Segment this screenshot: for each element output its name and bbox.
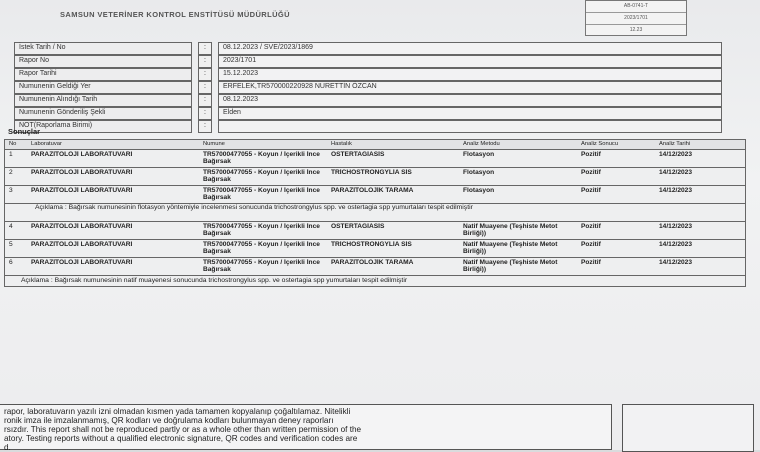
info-label: Numunenin Gönderiliş Şekli	[14, 107, 192, 120]
info-value: ERFELEK,TR570000220928 NURETTİN ÖZCAN	[218, 81, 722, 94]
info-row	[14, 68, 722, 80]
row-hastalik: PARAZİTOLOJİK TARAMA	[331, 259, 414, 266]
table-row	[4, 167, 746, 185]
row-lab: PARAZİTOLOJİ LABORATUVARI	[31, 169, 133, 176]
row-lab: PARAZİTOLOJİ LABORATUVARI	[31, 259, 133, 266]
doc-number: 2023/1701	[586, 13, 686, 25]
signature-box	[622, 404, 754, 452]
info-value	[218, 120, 722, 133]
row-no: 4	[9, 223, 13, 230]
row-numune: TR57000477055 - Koyun / İçerikli İnce Bağırsak	[203, 187, 320, 201]
info-value: 15.12.2023	[218, 68, 722, 81]
doc-code: AB-0741-T	[586, 1, 686, 13]
info-colon: :	[198, 120, 212, 133]
row-metot: Flotasyon	[463, 151, 495, 158]
header-cell: Numune	[203, 141, 225, 147]
info-row	[14, 94, 722, 106]
row-tarih: 14/12/2023	[659, 259, 693, 266]
explanation-note: Açıklama : Bağırsak numunesinin flotasyon yöntemiyle incelenmesi sonucunda trichostrongylus spp. ve ostertagia spp yumurtaları tespit edilmiştir	[4, 203, 746, 221]
explanation-note: Açıklama : Bağırsak numunesinin natif muayenesi sonucunda trichostrongylus spp. ve ostertagia spp yumurtaları tespit edilmiştir	[4, 275, 746, 287]
info-label: Rapor No	[14, 55, 192, 68]
row-sonuc: Pozitif	[581, 151, 601, 158]
row-tarih: 14/12/2023	[659, 151, 693, 158]
row-metot: Natif Muayene (Teşhiste Metot Birliği))	[463, 259, 558, 273]
info-row	[14, 120, 722, 132]
row-metot: Flotasyon	[463, 169, 495, 176]
info-label: NOT(Raporlama Birimi)	[14, 120, 192, 133]
disclaimer-line: rapor, laboratuvarın yazılı izni olmadan kısmen yada tamamen kopyalanıp çoğaltılamaz. Nitelikli	[4, 407, 351, 416]
row-no: 2	[9, 169, 13, 176]
row-tarih: 14/12/2023	[659, 187, 693, 194]
row-lab: PARAZİTOLOJİ LABORATUVARI	[31, 223, 133, 230]
row-hastalik: OSTERTAGİASİS	[331, 223, 385, 230]
disclaimer-line: d.	[4, 443, 11, 452]
row-hastalik: TRİCHOSTRONGYLİA SİS	[331, 169, 412, 176]
disclaimer-line: rsızdır. This report shall not be reproduced partly or as a whole other than written permission of the	[4, 425, 362, 434]
info-row	[14, 42, 722, 54]
info-label: Numunenin Geldiği Yer	[14, 81, 192, 94]
header-cell: Laboratuvar	[31, 141, 62, 147]
row-no: 5	[9, 241, 13, 248]
info-colon: :	[198, 55, 212, 68]
row-numune: TR57000477055 - Koyun / İçerikli İnce Bağırsak	[203, 169, 320, 183]
info-label: İstek Tarih / No	[14, 42, 192, 55]
row-tarih: 14/12/2023	[659, 169, 693, 176]
row-lab: PARAZİTOLOJİ LABORATUVARI	[31, 187, 133, 194]
table-row	[4, 239, 746, 257]
header-cell: Hastalık	[331, 141, 352, 147]
info-colon: :	[198, 42, 212, 55]
header-cell: Analiz Metodu	[463, 141, 500, 147]
info-colon: :	[198, 68, 212, 81]
row-sonuc: Pozitif	[581, 223, 601, 230]
row-metot: Flotasyon	[463, 187, 495, 194]
row-sonuc: Pozitif	[581, 241, 601, 248]
header-cell: Analiz Tarihi	[659, 141, 691, 147]
table-row	[4, 257, 746, 275]
row-numune: TR57000477055 - Koyun / İçerikli İnce Bağırsak	[203, 259, 320, 273]
info-value: 08.12.2023	[218, 94, 722, 107]
table-row	[4, 185, 746, 203]
request-info-block	[14, 42, 722, 133]
doc-extra: 12.23	[629, 27, 643, 33]
row-tarih: 14/12/2023	[659, 241, 693, 248]
row-sonuc: Pozitif	[581, 259, 601, 266]
info-value: 2023/1701	[218, 55, 722, 68]
info-row	[14, 55, 722, 67]
info-value: Elden	[218, 107, 722, 120]
header-cell: No	[9, 141, 17, 147]
row-sonuc: Pozitif	[581, 187, 601, 194]
document-code-box	[585, 0, 687, 36]
row-sonuc: Pozitif	[581, 169, 601, 176]
table-row	[4, 221, 746, 239]
institute-title: SAMSUN VETERİNER KONTROL ENSTİTÜSÜ MÜDÜRLÜĞÜ	[60, 10, 290, 19]
row-metot: Natif Muayene (Teşhiste Metot Birliği))	[463, 223, 558, 237]
row-hastalik: PARAZİTOLOJİK TARAMA	[331, 187, 414, 194]
info-value: 08.12.2023 / SVE/2023/1869	[218, 42, 722, 55]
disclaimer-footer	[0, 404, 612, 450]
row-metot: Natif Muayene (Teşhiste Metot Birliği))	[463, 241, 558, 255]
info-colon: :	[198, 81, 212, 94]
row-lab: PARAZİTOLOJİ LABORATUVARI	[31, 151, 133, 158]
info-colon: :	[198, 107, 212, 120]
results-title: Sonuçlar	[8, 127, 41, 136]
info-label: Numunenin Alındığı Tarih	[14, 94, 192, 107]
results-table	[4, 139, 746, 287]
row-lab: PARAZİTOLOJİ LABORATUVARI	[31, 241, 133, 248]
row-numune: TR57000477055 - Koyun / İçerikli İnce Bağırsak	[203, 151, 320, 165]
row-no: 3	[9, 187, 13, 194]
header-cell: Analiz Sonucu	[581, 141, 619, 147]
info-colon: :	[198, 94, 212, 107]
disclaimer-line: ronik imza ile imzalanmamış, QR kodları ve doğrulama kodları bulunmayan deney raporları	[4, 416, 334, 425]
row-numune: TR57000477055 - Koyun / İçerikli İnce Bağırsak	[203, 241, 320, 255]
table-row	[4, 149, 746, 167]
results-header-row	[4, 139, 746, 149]
info-row	[14, 107, 722, 119]
row-hastalik: TRİCHOSTRONGYLİA SİS	[331, 241, 412, 248]
row-tarih: 14/12/2023	[659, 223, 693, 230]
row-numune: TR57000477055 - Koyun / İçerikli İnce Bağırsak	[203, 223, 320, 237]
info-label: Rapor Tarihi	[14, 68, 192, 81]
disclaimer-line: atory. Testing reports without a qualified electronic signature, QR codes and verification codes are	[4, 434, 358, 443]
row-no: 6	[9, 259, 13, 266]
row-hastalik: OSTERTAGİASİS	[331, 151, 385, 158]
row-no: 1	[9, 151, 13, 158]
info-row	[14, 81, 722, 93]
